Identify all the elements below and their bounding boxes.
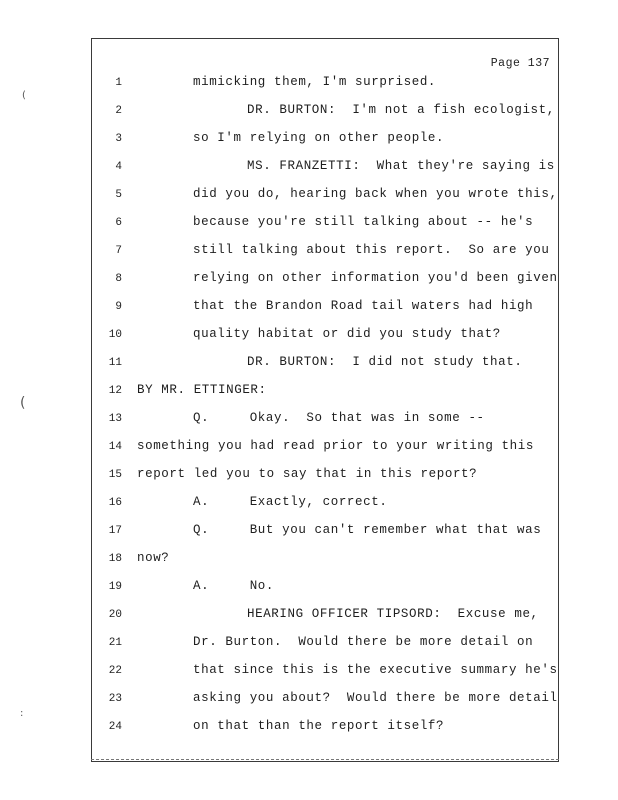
line-text: on that than the report itself?: [193, 719, 445, 733]
line-text: DR. BURTON: I did not study that.: [247, 355, 523, 369]
line-number: 5: [115, 189, 122, 201]
transcript-line: [92, 73, 560, 93]
line-text: that the Brandon Road tail waters had high: [193, 299, 534, 313]
transcript-line: [92, 689, 560, 709]
transcript-line: [92, 633, 560, 653]
transcript-line: [92, 101, 560, 121]
line-text: relying on other information you'd been given: [193, 271, 558, 285]
transcript-line: [92, 521, 560, 541]
bottom-rule: [91, 759, 559, 762]
line-text: because you're still talking about -- he's: [193, 215, 534, 229]
line-text: A. No.: [193, 579, 275, 593]
line-number: 18: [108, 553, 122, 565]
line-number: 1: [115, 77, 122, 89]
line-number: 2: [115, 105, 122, 117]
margin-mark: (: [20, 395, 26, 411]
line-text: Q. But you can't remember what that was: [193, 523, 542, 537]
line-number: 23: [108, 693, 122, 705]
transcript-line: [92, 437, 560, 457]
line-text: did you do, hearing back when you wrote this,: [193, 187, 558, 201]
line-text: Dr. Burton. Would there be more detail on: [193, 635, 534, 649]
line-number: 20: [108, 609, 122, 621]
transcript-line: [92, 409, 560, 429]
line-text: MS. FRANZETTI: What they're saying is: [247, 159, 555, 173]
line-number: 15: [108, 469, 122, 481]
line-number: 11: [108, 357, 122, 369]
transcript-line: [92, 129, 560, 149]
line-number: 14: [108, 441, 122, 453]
line-text: so I'm relying on other people.: [193, 131, 445, 145]
transcript-line: [92, 717, 560, 737]
line-number: 16: [108, 497, 122, 509]
transcript-line: [92, 297, 560, 317]
line-number: 10: [108, 329, 122, 341]
line-text: now?: [137, 551, 170, 565]
line-number: 8: [115, 273, 122, 285]
line-number: 9: [115, 301, 122, 313]
line-number: 21: [108, 637, 122, 649]
transcript-line: [92, 157, 560, 177]
transcript-line: [92, 381, 560, 401]
line-text: A. Exactly, correct.: [193, 495, 388, 509]
transcript-line: [92, 325, 560, 345]
transcript-line: [92, 605, 560, 625]
line-number: 24: [108, 721, 122, 733]
transcript-line: [92, 493, 560, 513]
transcript-line: [92, 465, 560, 485]
line-number: 19: [108, 581, 122, 593]
transcript-line: [92, 661, 560, 681]
line-number: 17: [108, 525, 122, 537]
margin-mark: :: [20, 708, 24, 719]
transcript-page: [91, 38, 559, 762]
line-number: 13: [108, 413, 122, 425]
page-number: Page 137: [490, 57, 550, 70]
line-text: that since this is the executive summary he's: [193, 663, 558, 677]
line-text: BY MR. ETTINGER:: [137, 383, 267, 397]
transcript-line: [92, 549, 560, 569]
line-number: 12: [108, 385, 122, 397]
transcript-line: [92, 353, 560, 373]
line-text: mimicking them, I'm surprised.: [193, 75, 437, 89]
line-text: still talking about this report. So are you: [193, 243, 550, 257]
line-text: something you had read prior to your writing this: [137, 439, 534, 453]
line-number: 22: [108, 665, 122, 677]
line-text: HEARING OFFICER TIPSORD: Excuse me,: [247, 607, 539, 621]
transcript-line: [92, 185, 560, 205]
line-number: 4: [115, 161, 122, 173]
line-text: report led you to say that in this report?: [137, 467, 478, 481]
line-number: 3: [115, 133, 122, 145]
line-number: 6: [115, 217, 122, 229]
line-number: 7: [115, 245, 122, 257]
line-text: Q. Okay. So that was in some --: [193, 411, 485, 425]
transcript-line: [92, 241, 560, 261]
line-text: DR. BURTON: I'm not a fish ecologist,: [247, 103, 555, 117]
line-text: quality habitat or did you study that?: [193, 327, 501, 341]
transcript-line: [92, 577, 560, 597]
transcript-line: [92, 269, 560, 289]
line-text: asking you about? Would there be more detail: [193, 691, 558, 705]
transcript-line: [92, 213, 560, 233]
margin-mark: (: [22, 90, 26, 101]
